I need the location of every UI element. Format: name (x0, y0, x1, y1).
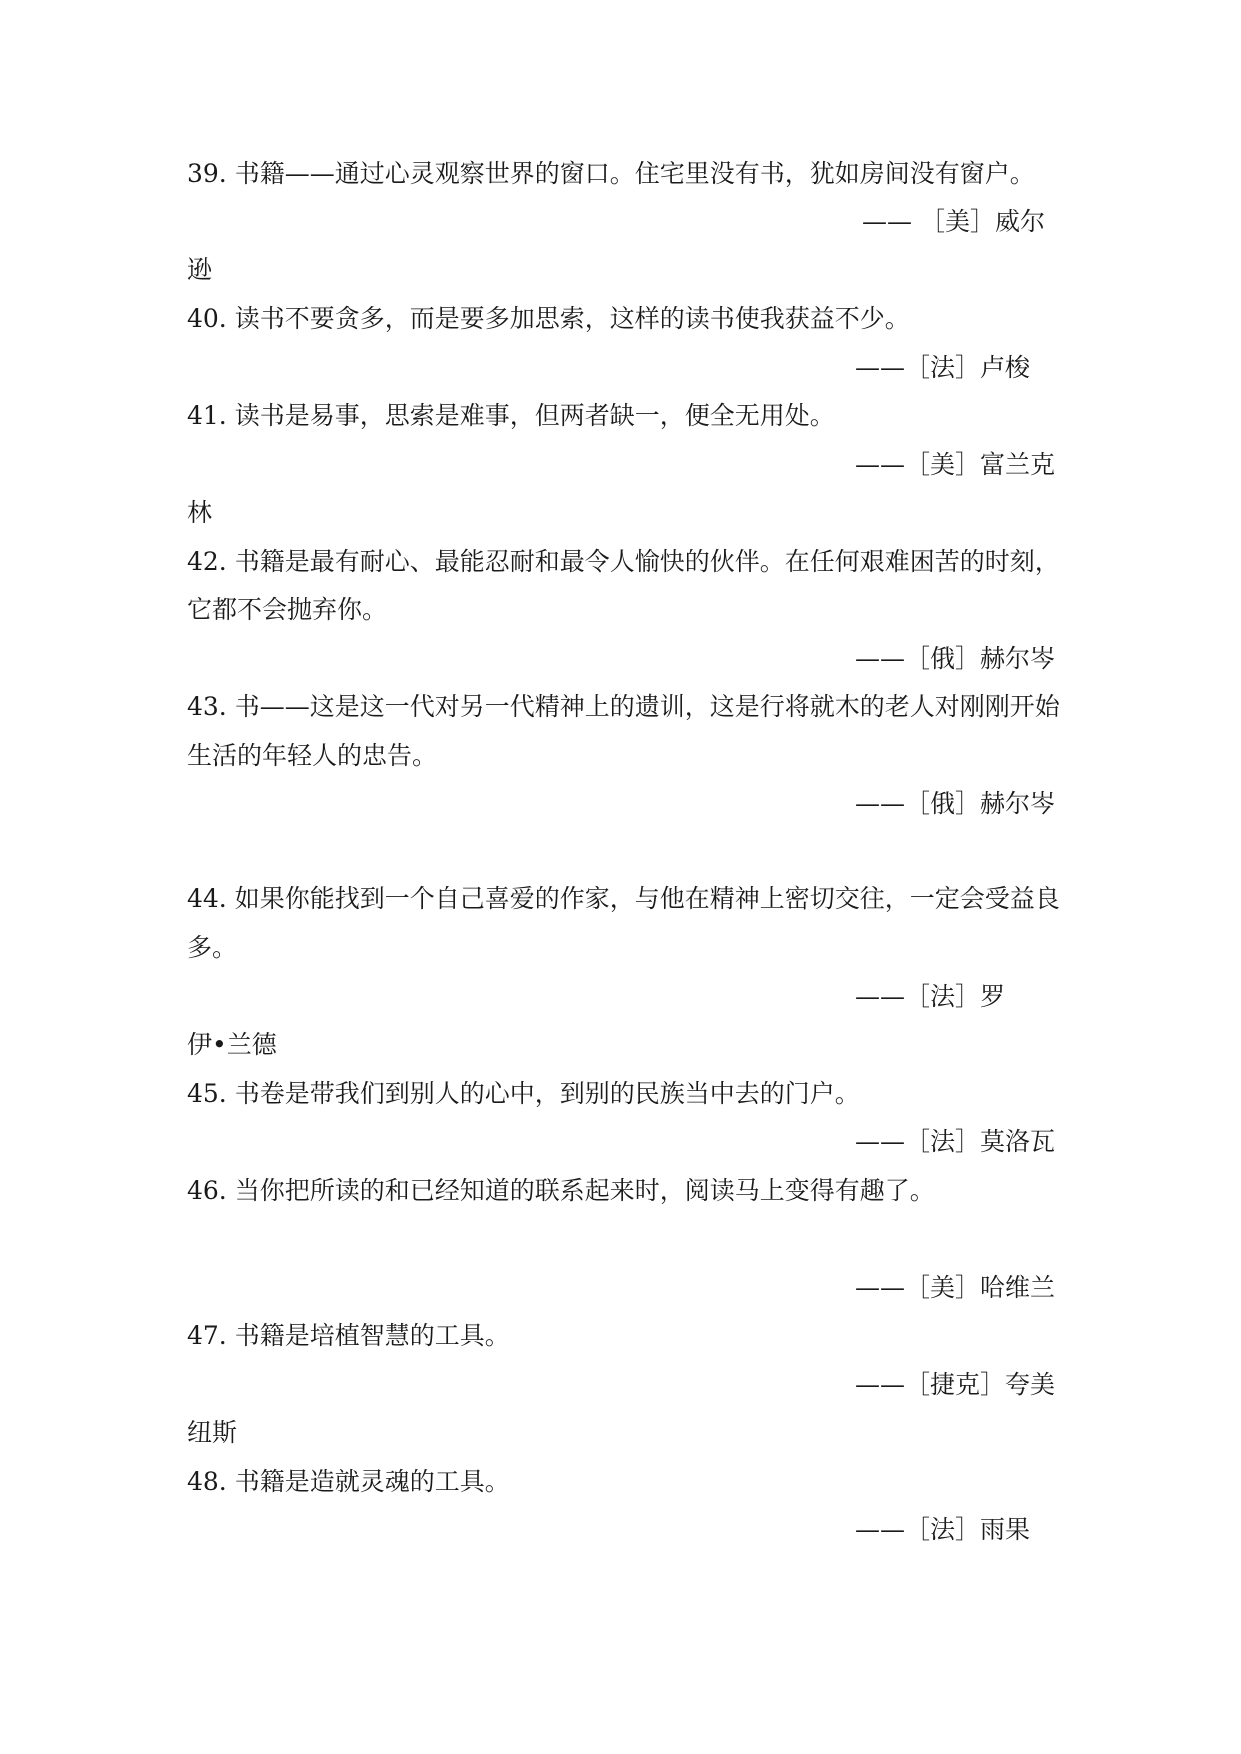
quote-39-attribution: —— ［美］威尔 (862, 207, 1045, 236)
quote-47-text: 47. 书籍是培植智慧的工具。 (187, 1321, 510, 1350)
quote-43-text: 43. 书——这是这一代对另一代精神上的遗训，这是行将就木的老人对刚刚开始 (187, 692, 1060, 721)
quote-40-attribution: ——［法］卢梭 (855, 353, 1031, 382)
quote-39-continuation: 逊 (187, 255, 213, 284)
quote-44-continuation: 伊•兰德 (187, 1030, 277, 1059)
quote-41-text: 41. 读书是易事，思索是难事，但两者缺一，便全无用处。 (187, 401, 835, 430)
quote-46-text: 46. 当你把所读的和已经知道的联系起来时，阅读马上变得有趣了。 (187, 1176, 935, 1205)
quote-42-attribution: ——［俄］赫尔岑 (855, 644, 1056, 673)
quote-43-attribution: ——［俄］赫尔岑 (855, 789, 1056, 818)
quote-39-text: 39. 书籍——通过心灵观察世界的窗口。住宅里没有书，犹如房间没有窗户。 (187, 159, 1035, 188)
quote-44-attribution: ——［法］罗 (855, 982, 1006, 1011)
quote-47-continuation: 纽斯 (187, 1418, 238, 1447)
quote-45-attribution: ——［法］莫洛瓦 (855, 1127, 1056, 1156)
quote-48-attribution: ——［法］雨果 (855, 1515, 1031, 1544)
quote-44-text: 44. 如果你能找到一个自己喜爱的作家，与他在精神上密切交往，一定会受益良 (187, 884, 1060, 913)
quote-41-continuation: 林 (187, 498, 213, 527)
quote-45-text: 45. 书卷是带我们到别人的心中，到别的民族当中去的门户。 (187, 1079, 860, 1108)
quote-42-text: 42. 书籍是最有耐心、最能忍耐和最令人愉快的伙伴。在任何艰难困苦的时刻， (187, 547, 1060, 576)
quote-43-text-line-2: 生活的年轻人的忠告。 (187, 741, 438, 770)
quote-40-text: 40. 读书不要贪多，而是要多加思索，这样的读书使我获益不少。 (187, 304, 910, 333)
quote-47-attribution: ——［捷克］夸美 (855, 1370, 1056, 1399)
quote-44-text-line-2: 多。 (187, 933, 238, 962)
quote-46-attribution: ——［美］哈维兰 (855, 1273, 1056, 1302)
quote-42-text-line-2: 它都不会抛弃你。 (187, 595, 388, 624)
quote-41-attribution: ——［美］富兰克 (855, 450, 1056, 479)
quote-48-text: 48. 书籍是造就灵魂的工具。 (187, 1467, 510, 1496)
